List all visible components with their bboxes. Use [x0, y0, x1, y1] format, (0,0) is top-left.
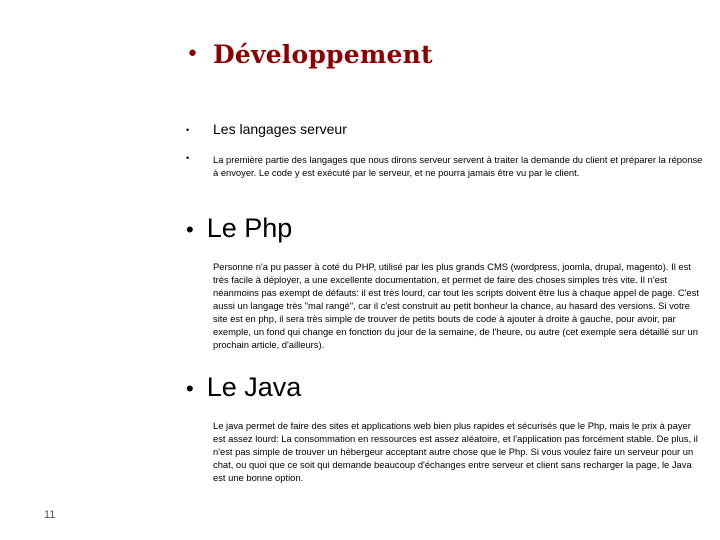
section-bullet-icon: •: [186, 376, 194, 401]
section-text-java: Le java permet de faire des sites et applications web bien plus rapides et sécurisés que le Php, mais le prix à payer est assez lourd: La consommation en ressources est assez aléatoire, et l'application pas forcément stable. De plus, il n'est pas simple de trouver un hébergeur acceptant autre chose que le Php. Si vous voulez faire un serveur pour un chat, ou quoi que ce soit qui demande beaucoup d'échanges entre serveur et client sans recharger la page, le Java est une bonne option.: [213, 420, 698, 483]
slide-title: Développement: [212, 40, 433, 69]
intro-heading: Les langages serveur: [213, 121, 347, 137]
section-text-php: Personne n'a pu passer à coté du PHP, utilisé par les plus grands CMS (wordpress, joomla, drupal, magento). Il est très facile à déployer, a une excellente documentation, et permet de faire des choses simples très vite. Il n'est néanmoins pas exempt de défauts: il est très lourd, car tout les scripts doivent être lus à chaque appel de page. C'est aussi un langage très "mal rangé", car il c'est construit au petit bonheur la chance, au hasard des versions. Si votre site est en php, il sera très simple de trouver de petits bouts de code à ajouter à droite à gauche, pour avoir, par exemple, un fond qui change en fonction du jour de la semaine, de l'heure, ou autre (cet exemple sera détaillé sur un prochain article, d'ailleurs).: [213, 261, 699, 350]
intro-text: La première partie des langages que nous dirons serveur servent à traiter la demande du client et préparer la réponse à envoyer. Le code y est exécuté par le serveur, et ne pourra jamais être vu par le client.: [213, 154, 703, 178]
section-java-heading: [186, 374, 301, 401]
section-title-java: Le Java: [206, 372, 302, 402]
section-php-heading: [186, 215, 292, 242]
bullet-icon: •: [186, 153, 190, 163]
bullet-icon: •: [186, 125, 190, 135]
section-title-php: Le Php: [206, 213, 293, 243]
section-bullet-icon: •: [186, 217, 194, 242]
page-number: 11: [44, 509, 56, 521]
title-bullet-icon: •: [186, 41, 199, 67]
title-row: [186, 40, 433, 69]
